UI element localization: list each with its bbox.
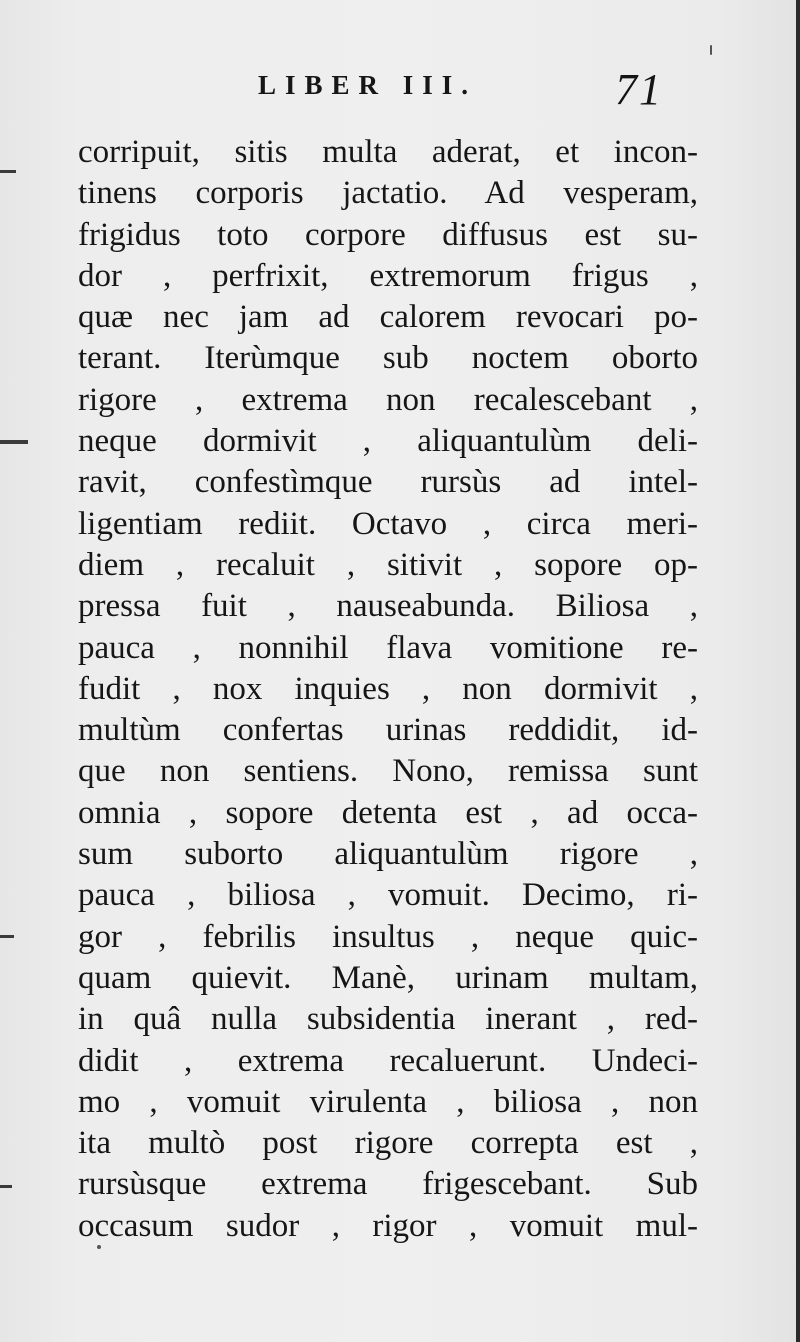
text-line: pressa fuit , nauseabunda. Biliosa ,	[78, 588, 698, 625]
text-line: fudit , nox inquies , non dormivit ,	[78, 670, 698, 707]
text-line: corripuit, sitis multa aderat, et incon-	[78, 134, 698, 170]
page-number: 71	[615, 65, 663, 114]
text-line: mo , vomuit virulenta , biliosa , non	[78, 1083, 698, 1120]
ink-speck	[710, 45, 712, 55]
text-line: gor , febrilis insultus , neque quic-	[78, 918, 698, 955]
margin-mark	[0, 440, 28, 444]
text-line: ravit, confestìmque rursùs ad intel-	[78, 464, 698, 501]
running-head: LIBER III.	[258, 70, 478, 100]
body-text	[78, 132, 698, 1247]
text-line: multùm confertas urinas reddidit, id-	[78, 712, 698, 749]
text-line: rigore , extrema non recalescebant ,	[78, 381, 698, 418]
margin-mark	[0, 935, 14, 938]
ink-speck	[97, 1245, 101, 1249]
margin-mark	[0, 1185, 12, 1188]
text-line: quæ nec jam ad calorem revocari po-	[78, 299, 698, 336]
text-line: pauca , biliosa , vomuit. Decimo, ri-	[78, 877, 698, 914]
text-line: quam quievit. Manè, urinam multam,	[78, 959, 698, 996]
margin-mark	[0, 170, 16, 173]
text-line: neque dormivit , aliquantulùm deli-	[78, 423, 698, 460]
text-line: pauca , nonnihil flava vomitione re-	[78, 629, 698, 666]
text-line: que non sentiens. Nono, remissa sunt	[78, 753, 698, 790]
text-line: ita multò post rigore correpta est ,	[78, 1125, 698, 1162]
page-edge	[796, 0, 800, 1342]
text-line: diem , recaluit , sitivit , sopore op-	[78, 546, 698, 583]
text-line: rursùsque extrema frigescebant. Sub	[78, 1166, 698, 1203]
text-line: ligentiam rediit. Octavo , circa meri-	[78, 505, 698, 542]
text-line: tinens corporis jactatio. Ad vesperam,	[78, 175, 698, 212]
text-line: omnia , sopore detenta est , ad occa-	[78, 794, 698, 831]
text-line: terant. Iterùmque sub noctem oborto	[78, 340, 698, 377]
text-line: in quâ nulla subsidentia inerant , red-	[78, 1001, 698, 1038]
page-header	[0, 65, 800, 130]
text-line: didit , extrema recaluerunt. Undeci-	[78, 1042, 698, 1079]
text-line: sum suborto aliquantulùm rigore ,	[78, 836, 698, 873]
text-line: dor , perfrixit, extremorum frigus ,	[78, 257, 698, 294]
text-line: occasum sudor , rigor , vomuit mul-	[78, 1207, 698, 1244]
text-line: frigidus toto corpore diffusus est su-	[78, 216, 698, 253]
